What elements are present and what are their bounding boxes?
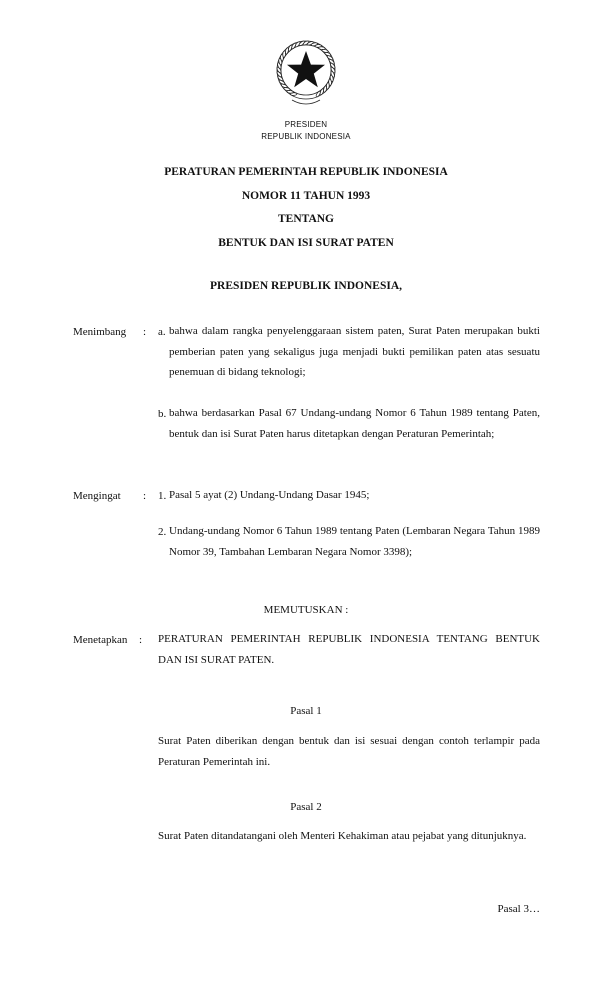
menimbang-colon: : bbox=[143, 326, 147, 338]
mengingat-label: Mengingat bbox=[73, 490, 121, 502]
mengingat-item-1-text: Pasal 5 ayat (2) Undang-Undang Dasar 1945; bbox=[169, 489, 370, 501]
title-line-4: BENTUK DAN ISI SURAT PATEN bbox=[218, 236, 394, 249]
wreath-leaf bbox=[328, 59, 334, 65]
preamble-president: PRESIDEN REPUBLIK INDONESIA, bbox=[209, 280, 403, 292]
article-1-heading: Pasal 1 bbox=[290, 705, 322, 717]
article-1-text: Surat Paten diberikan dengan bentuk dan isi sesuai dengan contoh terlampir pada Peraturan Pemerintah ini. bbox=[158, 735, 540, 768]
mengingat-item-1-marker: 1. bbox=[158, 490, 167, 502]
mengingat-colon: : bbox=[143, 490, 147, 502]
article-2-heading: Pasal 2 bbox=[290, 801, 322, 813]
issuer-line-1: PRESIDEN bbox=[284, 120, 328, 129]
menimbang-item-a-marker: a. bbox=[158, 326, 166, 338]
garuda-star-emblem-icon bbox=[264, 30, 348, 114]
wreath-leaf bbox=[295, 41, 301, 47]
menimbang-item-b-text: bahwa berdasarkan Pasal 67 Undang-undang Nomor 6 Tahun 1989 tentang Paten, bentuk dan isi Surat Paten harus ditetapkan dengan Peraturan Pemerintah; bbox=[169, 407, 540, 440]
title-line-1: PERATURAN PEMERINTAH REPUBLIK INDONESIA bbox=[164, 166, 448, 178]
wreath-leaf bbox=[277, 75, 283, 81]
menimbang-item-b-marker: b. bbox=[158, 408, 167, 420]
menetapkan-text: PERATURAN PEMERINTAH REPUBLIK INDONESIA TENTANG BENTUK DAN ISI SURAT PATEN. bbox=[158, 633, 540, 666]
article-2-text: Surat Paten ditandatangani oleh Menteri Kehakiman atau pejabat yang ditunjuknya. bbox=[158, 830, 527, 842]
title-line-2: NOMOR 11 TAHUN 1993 bbox=[241, 189, 371, 202]
mengingat-item-2-marker: 2. bbox=[158, 526, 167, 538]
title-line-3: TENTANG bbox=[277, 213, 335, 225]
menetapkan-colon: : bbox=[139, 634, 143, 646]
menimbang-label: Menimbang bbox=[73, 326, 127, 338]
memutuskan-heading: MEMUTUSKAN : bbox=[263, 604, 349, 616]
page-continuation: Pasal 3… bbox=[497, 903, 540, 915]
menetapkan-label: Menetapkan bbox=[73, 634, 128, 646]
document-title bbox=[0, 161, 612, 255]
issuer-line-2: REPUBLIK INDONESIA bbox=[261, 132, 351, 141]
menimbang-item-a-text: bahwa dalam rangka penyelenggaraan sistem paten, Surat Paten merupakan bukti pemberian paten yang sekaligus juga menjadi bukti pemilikan paten atas sesuatu penemuan di bidang teknologi; bbox=[169, 325, 540, 378]
mengingat-item-2-text: Undang-undang Nomor 6 Tahun 1989 tentang Paten (Lembaran Negara Tahun 1989 Nomor 39, Tambahan Lembaran Negara Nomor 3398); bbox=[169, 525, 540, 558]
